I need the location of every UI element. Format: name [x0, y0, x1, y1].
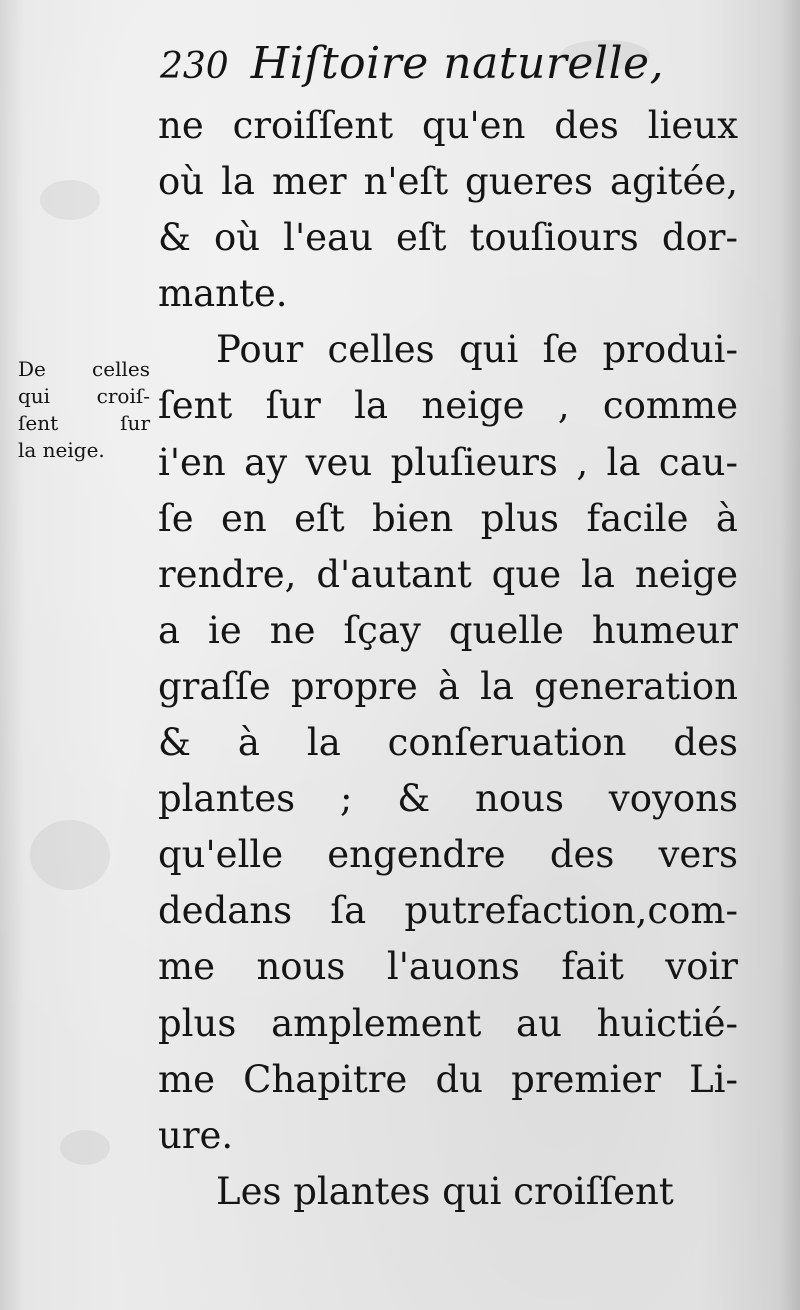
- margin-note-line: qui croiſ-: [18, 384, 150, 408]
- text-line: rendre, d'autant que la neige: [158, 552, 738, 596]
- text-line: ſent ſur la neige , comme: [158, 384, 738, 428]
- paragraph-3: [158, 1164, 738, 1220]
- text-line: qu'elle engendre des vers: [158, 833, 738, 877]
- text-line: & à la conſeruation des: [158, 721, 738, 765]
- text-line: mante.: [158, 272, 288, 316]
- paragraph-1: [158, 98, 738, 322]
- text-line: me Chapitre du premier Li-: [158, 1057, 738, 1101]
- margin-note-line: ſent ſur: [18, 411, 150, 435]
- text-line: & où l'eau eſt touſiours dor-: [158, 216, 738, 260]
- page-header: [160, 38, 664, 100]
- text-line: où la mer n'eſt gueres agitée,: [158, 160, 738, 204]
- paragraph-2: [158, 322, 738, 1163]
- running-title: Hiſtoire naturelle,: [250, 38, 665, 89]
- text-line: graſſe propre à la generation: [158, 664, 738, 708]
- text-line: ſe en eſt bien plus facile à: [158, 496, 738, 540]
- paper-stain: [30, 820, 110, 890]
- text-line: me nous l'auons fait voir: [158, 945, 738, 989]
- text-line: Pour celles qui ſe produi-: [216, 328, 738, 372]
- paper-stain: [60, 1130, 110, 1165]
- margin-note-line: la neige.: [18, 438, 105, 462]
- text-line: ne croiſſent qu'en des lieux: [158, 104, 738, 147]
- margin-note-line: De celles: [18, 357, 150, 381]
- body-text: [158, 98, 738, 1220]
- text-line: Les plantes qui croiſſent: [216, 1169, 674, 1213]
- text-line: dedans ſa putrefaction,com-: [158, 889, 738, 933]
- text-line: i'en ay veu pluſieurs , la cau-: [158, 440, 738, 484]
- text-line: plus amplement au huictié-: [158, 1001, 738, 1045]
- margin-note: [18, 356, 150, 464]
- text-line: ure.: [158, 1113, 234, 1157]
- page-number: 230: [160, 46, 229, 87]
- paper-stain: [40, 180, 100, 220]
- text-line: plantes ; & nous voyons: [158, 777, 738, 821]
- text-line: a ie ne ſçay quelle humeur: [158, 608, 738, 652]
